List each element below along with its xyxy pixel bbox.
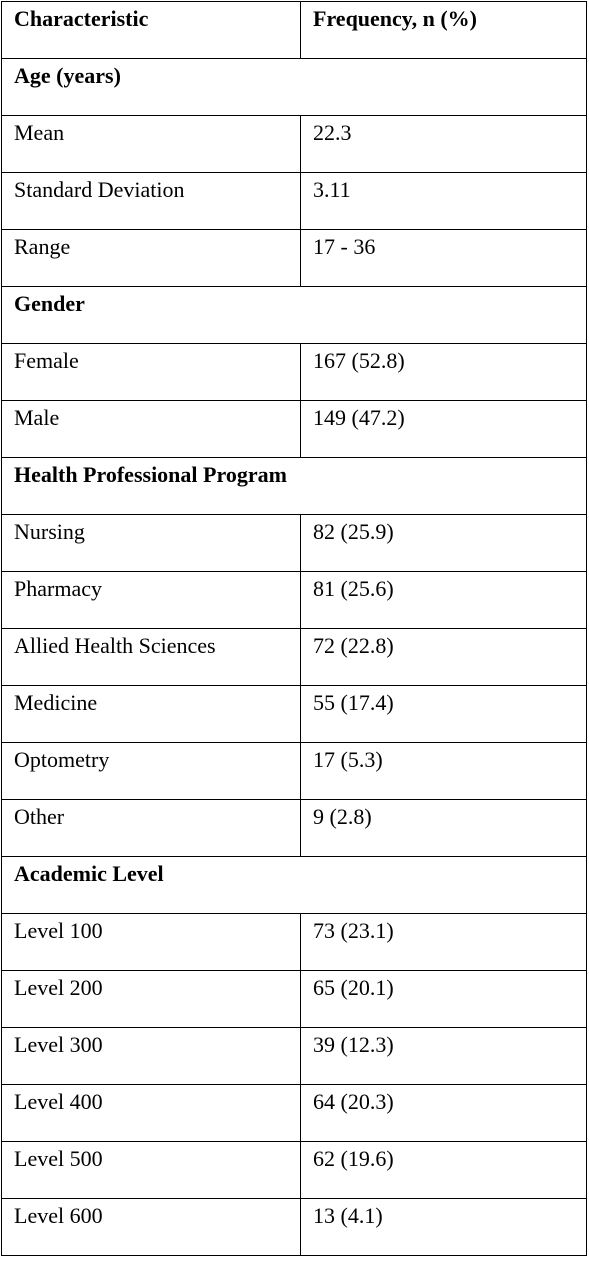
row-value: 64 (20.3) — [301, 1085, 587, 1142]
table-row — [2, 743, 587, 800]
table-row — [2, 629, 587, 686]
row-label: Level 300 — [2, 1028, 301, 1085]
section-title: Gender — [2, 287, 587, 344]
row-value: 55 (17.4) — [301, 686, 587, 743]
row-label: Standard Deviation — [2, 173, 301, 230]
row-label: Allied Health Sciences — [2, 629, 301, 686]
row-value: 17 - 36 — [301, 230, 587, 287]
row-value: 81 (25.6) — [301, 572, 587, 629]
table-row — [2, 515, 587, 572]
column-header-frequency: Frequency, n (%) — [301, 2, 587, 59]
column-header-characteristic: Characteristic — [2, 2, 301, 59]
row-label: Male — [2, 401, 301, 458]
row-label: Level 200 — [2, 971, 301, 1028]
table-row — [2, 1028, 587, 1085]
row-label: Mean — [2, 116, 301, 173]
row-value: 149 (47.2) — [301, 401, 587, 458]
row-value: 167 (52.8) — [301, 344, 587, 401]
table-row — [2, 686, 587, 743]
row-value: 13 (4.1) — [301, 1199, 587, 1256]
characteristics-table — [1, 1, 587, 1256]
row-value: 39 (12.3) — [301, 1028, 587, 1085]
table-row — [2, 1142, 587, 1199]
row-label: Female — [2, 344, 301, 401]
table-row — [2, 971, 587, 1028]
row-label: Medicine — [2, 686, 301, 743]
table-body — [2, 59, 587, 1256]
table-row — [2, 914, 587, 971]
section-title: Academic Level — [2, 857, 587, 914]
section-title: Health Professional Program — [2, 458, 587, 515]
row-label: Optometry — [2, 743, 301, 800]
section-row — [2, 857, 587, 914]
row-label: Level 400 — [2, 1085, 301, 1142]
row-label: Level 500 — [2, 1142, 301, 1199]
row-label: Level 600 — [2, 1199, 301, 1256]
row-value: 72 (22.8) — [301, 629, 587, 686]
row-value: 9 (2.8) — [301, 800, 587, 857]
section-row — [2, 458, 587, 515]
table-row — [2, 800, 587, 857]
row-value: 62 (19.6) — [301, 1142, 587, 1199]
row-label: Range — [2, 230, 301, 287]
table-row — [2, 401, 587, 458]
row-label: Pharmacy — [2, 572, 301, 629]
row-label: Level 100 — [2, 914, 301, 971]
row-value: 22.3 — [301, 116, 587, 173]
row-label: Nursing — [2, 515, 301, 572]
row-value: 82 (25.9) — [301, 515, 587, 572]
row-value: 73 (23.1) — [301, 914, 587, 971]
table-row — [2, 344, 587, 401]
row-value: 3.11 — [301, 173, 587, 230]
table-row — [2, 572, 587, 629]
section-title: Age (years) — [2, 59, 587, 116]
row-value: 17 (5.3) — [301, 743, 587, 800]
row-label: Other — [2, 800, 301, 857]
table-row — [2, 1085, 587, 1142]
row-value: 65 (20.1) — [301, 971, 587, 1028]
table-row — [2, 173, 587, 230]
table-row — [2, 116, 587, 173]
section-row — [2, 59, 587, 116]
table-row — [2, 1199, 587, 1256]
section-row — [2, 287, 587, 344]
table-row — [2, 230, 587, 287]
table-header-row — [2, 2, 587, 59]
